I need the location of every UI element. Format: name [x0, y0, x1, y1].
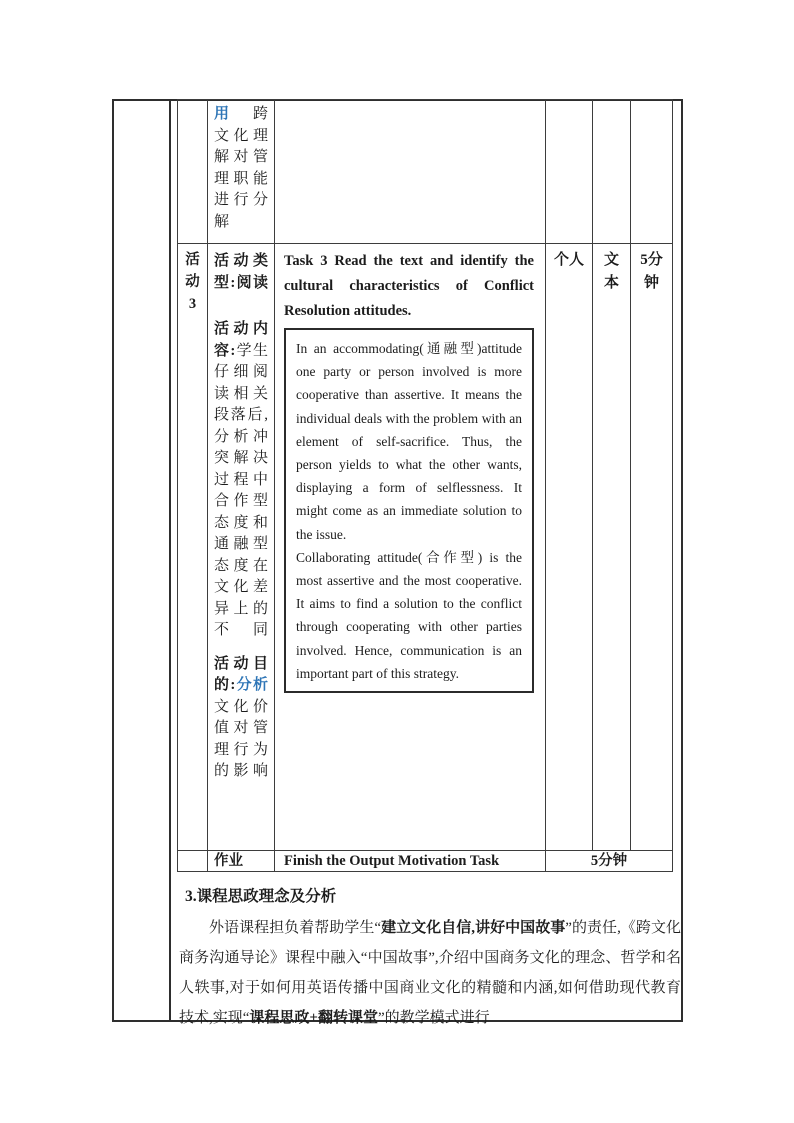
continuation-number-cell [178, 100, 208, 244]
activity-content-value: 学生仔细阅读相关段落后,分析冲突解决过程中合作型态度和通融型态度在文化差异上的不同 [214, 342, 268, 638]
activity-medium: 文本 [603, 252, 619, 291]
activity-content [208, 315, 274, 642]
paragraph-bold-1: 建立文化自信,讲好中国故事 [381, 920, 566, 936]
outer-column-divider [169, 99, 171, 1022]
activity-content-label: 活动内容: [214, 321, 268, 359]
passage-paragraph-2: Collaborating attitude(合作型) is the most assertive and the most cooperative. It aims to find a solution to the conflict through cooperating with other parties involved. Hence, communication is an important part of this strategy. [296, 549, 522, 681]
paragraph-text-3: ”的教学模式进行 [377, 1010, 490, 1026]
task-instruction: Task 3 Read the text and identify the cultural characteristics of Conflict Resolution attitudes. [284, 253, 534, 319]
section-paragraph [179, 913, 681, 1033]
continuation-medium-cell [593, 100, 631, 244]
activity-type-label: 活动类型: [214, 253, 268, 291]
activity-purpose-label: 活动目的: [214, 655, 268, 693]
purpose-rest-text: 跨文化理解对管理职能进行分解 [214, 106, 268, 230]
activity-time-cell [631, 244, 673, 851]
continuation-mode-cell [546, 100, 593, 244]
continuation-text [208, 100, 274, 233]
activity-task-cell [275, 244, 546, 851]
homework-task-cell [275, 851, 546, 872]
activity-meta-cell [208, 244, 275, 851]
activity-type [208, 247, 274, 294]
continuation-content-cell [275, 100, 546, 244]
activity-purpose [208, 650, 274, 783]
paragraph-bold-2: 课程思政+翻转课堂 [249, 1010, 378, 1026]
homework-time-cell [546, 851, 673, 872]
continuation-row [178, 100, 673, 244]
paragraph-text-1: 外语课程担负着帮助学生“ [209, 920, 382, 936]
activity-purpose-value: 文化价值对管理行为的影响 [214, 698, 268, 779]
homework-label-cell [208, 851, 275, 872]
continuation-time-cell [631, 100, 673, 244]
activity-mode: 个人 [553, 252, 584, 268]
activity-mode-cell [546, 244, 593, 851]
activity-type-value: 阅读 [235, 274, 268, 291]
reading-passage-box [284, 328, 534, 693]
homework-empty-cell [178, 851, 208, 872]
section-heading: 3.课程思政理念及分析 [185, 888, 337, 905]
lesson-activity-table [177, 99, 673, 872]
homework-task: Finish the Output Motivation Task [284, 853, 500, 869]
homework-time: 5分钟 [590, 853, 628, 869]
passage-paragraph-1: In an accommodating(通融型)attitude one party or person involved is more cooperative than assertive. It means the individual deals with the problem with an element of self-sacrifice. Thus, the person yields to what the other wants, displaying a form of selflessness. It might come as an immediate solution to the issue. [296, 341, 522, 542]
ideology-section [179, 884, 681, 1033]
activity-medium-cell [593, 244, 631, 851]
activity3-row [178, 244, 673, 851]
paragraph-text-2: ”的责任,《跨文化商务沟通导论》课程中融入“中国故事”,介绍中国商务文化的理念、哲学和名人轶事,对于如何用英语传播中国商业文化的精髓和内涵,如何借助现代教育技术,实现“ [179, 920, 681, 1026]
activity-number: 活动3 [185, 252, 200, 312]
purpose-highlight-text: 用 [214, 106, 234, 122]
activity-time: 5分钟 [640, 252, 663, 291]
homework-label: 作业 [214, 853, 243, 869]
activity-purpose-highlight: 分析 [235, 677, 268, 693]
homework-row [178, 851, 673, 872]
activity-number-cell [178, 244, 208, 851]
continuation-purpose-cell [208, 100, 275, 244]
